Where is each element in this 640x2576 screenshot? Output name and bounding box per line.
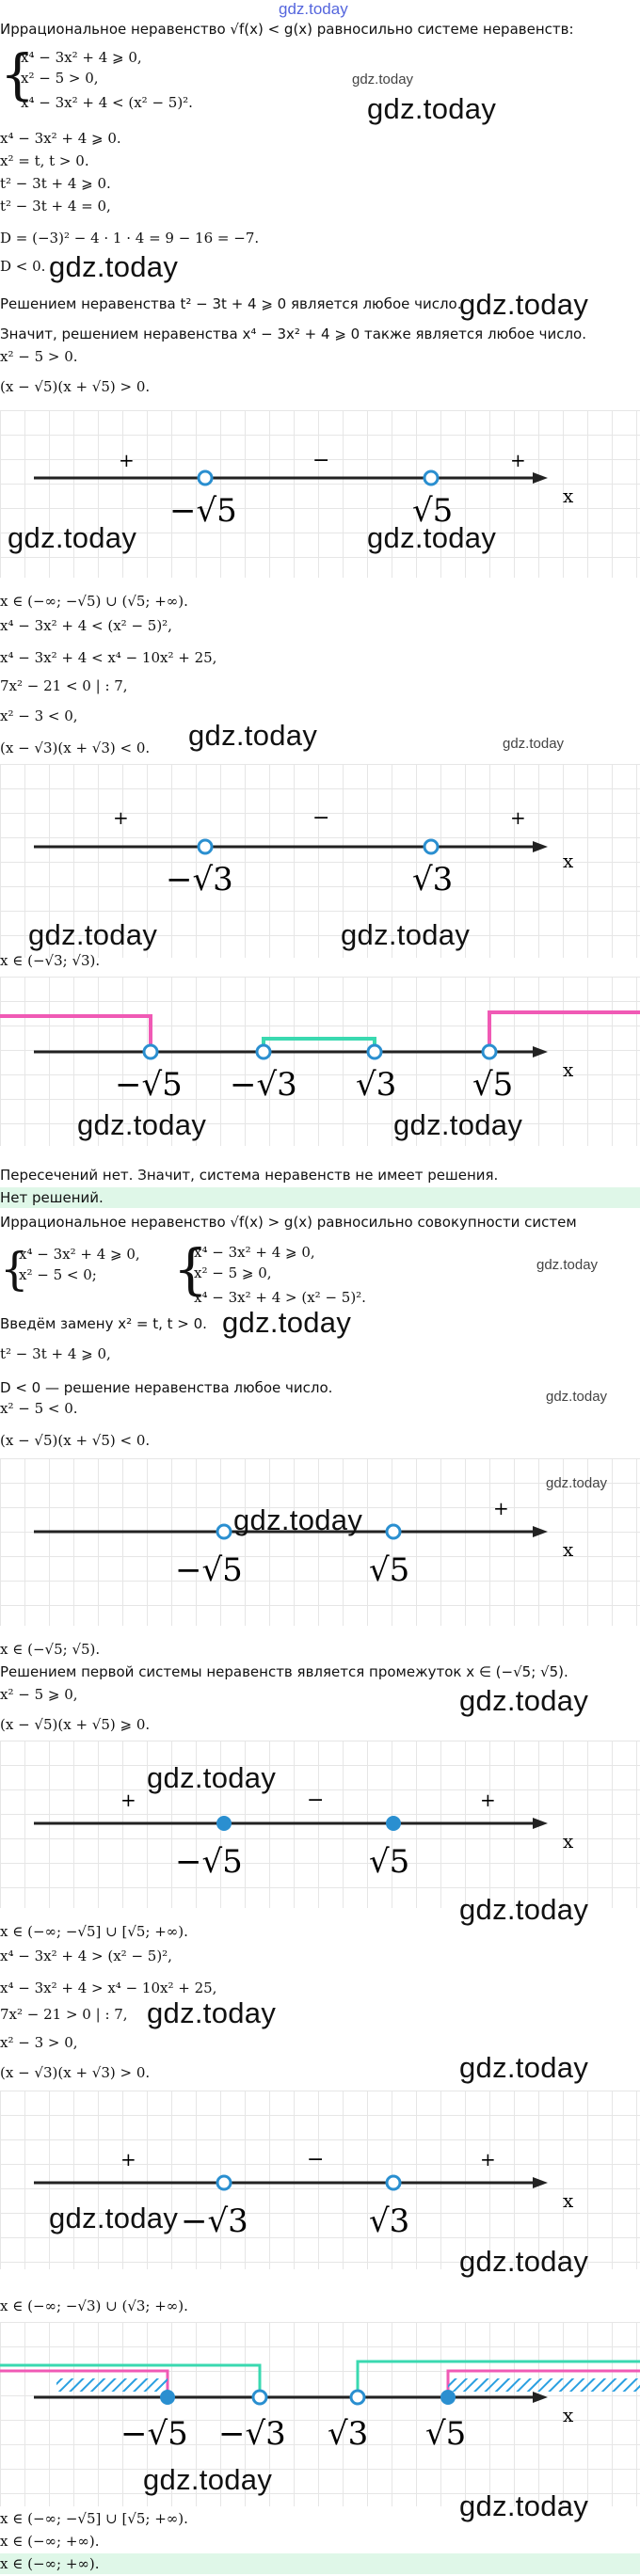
system-brace: { bbox=[0, 42, 35, 106]
watermark-small: gdz.today bbox=[352, 72, 414, 87]
watermark: gdz.today bbox=[147, 1996, 277, 2029]
sign-plus: + bbox=[480, 1789, 496, 1811]
math-line: (x − √5)(x + √5) ⩾ 0. bbox=[0, 1716, 151, 1733]
math-line: x⁴ − 3x² + 4 < x⁴ − 10x² + 25, bbox=[0, 649, 217, 666]
axis-x-label: x bbox=[563, 2404, 574, 2426]
watermark: gdz.today bbox=[8, 521, 137, 554]
watermark: gdz.today bbox=[341, 918, 471, 951]
sign-plus: + bbox=[510, 806, 526, 829]
part1-intro: Иррациональное неравенство √f(x) < g(x) равносильно системе неравенств: bbox=[0, 21, 574, 38]
watermark: gdz.today bbox=[367, 521, 497, 554]
watermark: gdz.today bbox=[147, 1761, 277, 1794]
number-line-6 bbox=[0, 2091, 640, 2278]
part2-intro: Иррациональное неравенство √f(x) > g(x) равносильно совокупности систем bbox=[0, 1214, 577, 1231]
tick-neg-sqrt5: −√5 bbox=[175, 1551, 243, 1589]
math-line: D < 0. bbox=[0, 258, 46, 275]
math-line: x ∈ (−∞; +∞). bbox=[0, 2533, 100, 2550]
tick-neg-sqrt5: −√5 bbox=[175, 1843, 243, 1881]
text-line: D < 0 — решение неравенства любое число. bbox=[0, 1379, 333, 1396]
system-a-line-1: x⁴ − 3x² + 4 ⩾ 0, bbox=[19, 1246, 140, 1263]
watermark: gdz.today bbox=[459, 2051, 589, 2084]
watermark: gdz.today bbox=[459, 1684, 589, 1717]
math-line: x⁴ − 3x² + 4 < (x² − 5)², bbox=[0, 617, 172, 634]
tick-neg-sqrt3: −√3 bbox=[230, 1066, 297, 1104]
text-line: Значит, решением неравенства x⁴ − 3x² + 4 ⩾ 0 также является любое число. bbox=[0, 326, 586, 342]
math-line: x ∈ (−∞; −√5) ∪ (√5; +∞). bbox=[0, 593, 188, 610]
sign-plus: + bbox=[120, 2148, 136, 2171]
answer-part2: x ∈ (−∞; +∞). bbox=[0, 2555, 100, 2572]
math-line: t² − 3t + 4 ⩾ 0, bbox=[0, 1345, 111, 1362]
math-line: x⁴ − 3x² + 4 ⩾ 0. bbox=[0, 130, 121, 147]
watermark: gdz.today bbox=[49, 2202, 179, 2234]
sign-plus: + bbox=[510, 449, 526, 471]
sign-plus: + bbox=[119, 449, 135, 471]
math-line: x² = t, t > 0. bbox=[0, 152, 89, 169]
tick-sqrt3: √3 bbox=[356, 1066, 397, 1104]
math-line: x² − 3 > 0, bbox=[0, 2034, 78, 2051]
sign-plus: + bbox=[120, 1789, 136, 1811]
sign-minus: − bbox=[307, 2148, 325, 2171]
text-line: Решением неравенства t² − 3t + 4 ⩾ 0 является любое число. bbox=[0, 295, 462, 312]
tick-neg-sqrt3: −√3 bbox=[218, 2415, 286, 2453]
watermark-small: gdz.today bbox=[503, 736, 565, 752]
axis-x-label: x bbox=[563, 850, 574, 872]
system-b-line-2: x² − 5 ⩾ 0, bbox=[194, 1264, 272, 1281]
tick-neg-sqrt5: −√5 bbox=[169, 492, 237, 530]
watermark: gdz.today bbox=[188, 719, 318, 752]
watermark: gdz.today bbox=[28, 918, 158, 951]
sign-plus: + bbox=[493, 1497, 509, 1519]
sign-minus: − bbox=[307, 1789, 325, 1812]
sign-plus: + bbox=[113, 806, 129, 829]
math-line: (x − √3)(x + √3) > 0. bbox=[0, 2064, 151, 2081]
sign-minus: − bbox=[312, 806, 330, 830]
system-line-1: x⁴ − 3x² + 4 ⩾ 0, bbox=[21, 49, 142, 66]
math-line: 7x² − 21 < 0 | : 7, bbox=[0, 677, 128, 694]
tick-neg-sqrt3: −√3 bbox=[181, 2202, 248, 2240]
math-line: x⁴ − 3x² + 4 > x⁴ − 10x² + 25, bbox=[0, 1980, 217, 1996]
watermark: gdz.today bbox=[459, 2489, 589, 2522]
answer-part1: Нет решений. bbox=[0, 1189, 104, 1206]
watermark: gdz.today bbox=[367, 92, 497, 125]
watermark-small: gdz.today bbox=[536, 1257, 599, 1273]
number-line-5 bbox=[0, 1741, 640, 1926]
number-line-4 bbox=[0, 1458, 640, 1626]
tick-sqrt5: √5 bbox=[412, 492, 454, 530]
watermark: gdz.today bbox=[49, 250, 179, 283]
math-line: x² − 5 < 0. bbox=[0, 1400, 78, 1417]
system-brace: { bbox=[173, 1237, 208, 1301]
text-line: Решением первой системы неравенств является промежуток x ∈ (−√5; √5). bbox=[0, 1663, 568, 1680]
system-b-line-1: x⁴ − 3x² + 4 ⩾ 0, bbox=[194, 1244, 315, 1261]
math-line: x ∈ (−∞; −√3) ∪ (√3; +∞). bbox=[0, 2298, 188, 2314]
tick-sqrt5: √5 bbox=[369, 1843, 410, 1881]
math-line: t² − 3t + 4 ⩾ 0. bbox=[0, 175, 111, 192]
math-line: x² − 5 > 0. bbox=[0, 348, 78, 365]
watermark: gdz.today bbox=[233, 1503, 363, 1536]
site-logo[interactable]: gdz.today bbox=[279, 0, 348, 18]
watermark: gdz.today bbox=[459, 288, 589, 321]
system-brace: { bbox=[0, 1243, 29, 1296]
math-line: t² − 3t + 4 = 0, bbox=[0, 198, 111, 215]
text-line: Пересечений нет. Значит, система неравенств не имеет решения. bbox=[0, 1167, 499, 1184]
watermark: gdz.today bbox=[222, 1306, 352, 1339]
system-line-2: x² − 5 > 0, bbox=[21, 70, 99, 87]
math-line: D = (−3)² − 4 · 1 · 4 = 9 − 16 = −7. bbox=[0, 230, 260, 246]
math-line: x ∈ (−∞; −√5] ∪ [√5; +∞). bbox=[0, 2510, 188, 2527]
watermark: gdz.today bbox=[459, 2245, 589, 2278]
math-line: x⁴ − 3x² + 4 > (x² − 5)², bbox=[0, 1948, 172, 1964]
number-line-7 bbox=[0, 2322, 640, 2506]
math-line: (x − √5)(x + √5) > 0. bbox=[0, 378, 151, 395]
tick-sqrt5: √5 bbox=[425, 2415, 467, 2453]
math-line: (x − √5)(x + √5) < 0. bbox=[0, 1432, 151, 1449]
watermark: gdz.today bbox=[459, 1893, 589, 1926]
math-line: x ∈ (−√3; √3). bbox=[0, 952, 101, 969]
tick-sqrt3: √3 bbox=[412, 861, 454, 898]
tick-sqrt5: √5 bbox=[472, 1066, 514, 1104]
watermark: gdz.today bbox=[143, 2463, 273, 2496]
tick-sqrt3: √3 bbox=[369, 2202, 410, 2240]
tick-neg-sqrt5: −√5 bbox=[115, 1066, 183, 1104]
sign-plus: + bbox=[480, 2148, 496, 2171]
watermark-small: gdz.today bbox=[546, 1475, 608, 1491]
watermark-small: gdz.today bbox=[546, 1389, 608, 1405]
math-line: x² − 5 ⩾ 0, bbox=[0, 1686, 78, 1703]
tick-neg-sqrt5: −√5 bbox=[120, 2415, 188, 2453]
tick-sqrt3: √3 bbox=[328, 2415, 369, 2453]
number-line-2 bbox=[0, 764, 640, 958]
tick-neg-sqrt3: −√3 bbox=[166, 861, 233, 898]
axis-x-label: x bbox=[563, 1830, 574, 1852]
tick-sqrt5: √5 bbox=[369, 1551, 410, 1589]
axis-x-label: x bbox=[563, 1058, 574, 1081]
number-line-3 bbox=[0, 977, 640, 1146]
math-line: 7x² − 21 > 0 | : 7, bbox=[0, 2006, 128, 2023]
watermark: gdz.today bbox=[393, 1108, 523, 1141]
math-line: x ∈ (−∞; −√5] ∪ [√5; +∞). bbox=[0, 1923, 188, 1940]
math-line: x² − 3 < 0, bbox=[0, 708, 78, 724]
system-a-line-2: x² − 5 < 0; bbox=[19, 1266, 97, 1283]
system-b-line-3: x⁴ − 3x² + 4 > (x² − 5)². bbox=[194, 1289, 366, 1306]
sign-minus: − bbox=[312, 449, 330, 472]
axis-x-label: x bbox=[563, 1538, 574, 1561]
math-line: x ∈ (−√5; √5). bbox=[0, 1641, 101, 1658]
system-line-3: x⁴ − 3x² + 4 < (x² − 5)². bbox=[21, 94, 193, 111]
math-line: (x − √3)(x + √3) < 0. bbox=[0, 739, 151, 756]
watermark: gdz.today bbox=[77, 1108, 207, 1141]
axis-x-label: x bbox=[563, 485, 574, 507]
text-line: Введём замену x² = t, t > 0. bbox=[0, 1315, 207, 1332]
axis-x-label: x bbox=[563, 2189, 574, 2212]
number-line-1 bbox=[0, 410, 640, 578]
